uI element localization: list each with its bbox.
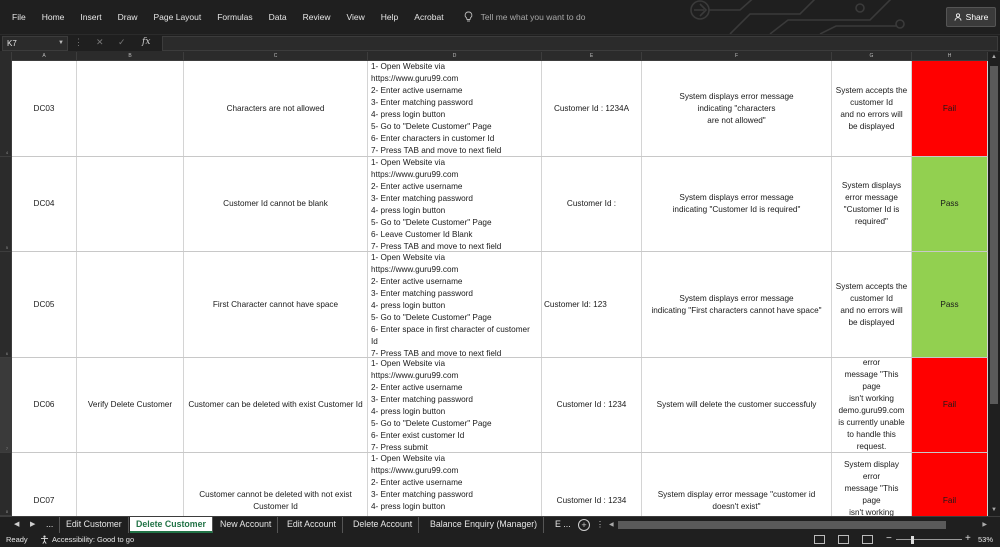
cell-line: message "This page [844,370,899,391]
formula-bar [0,34,1000,52]
vertical-scrollbar[interactable] [988,52,1000,516]
cell-text [836,281,907,329]
cell-line: System display error [843,459,900,481]
prev-sheet-icon[interactable]: ◀ [14,521,20,528]
menu-review[interactable]: Review [302,12,331,22]
cell-line: indicating "First characters cannot have space" [651,305,822,315]
cell-line: be displayed [848,317,895,327]
tab-delete-account[interactable]: Delete Account [347,517,419,533]
cell-line: 1- Open Website via [371,62,446,71]
share-icon [954,13,962,21]
row-header[interactable]: 4 [0,61,12,157]
cell-test-id[interactable] [12,252,77,357]
column-headers [0,52,1000,61]
cell-actual-result[interactable] [832,61,912,156]
cell-line: System displays error message [679,293,794,303]
cell-line: "Customer Id is [843,205,900,214]
cell-status[interactable] [912,252,988,357]
cell-test-steps[interactable] [368,252,542,357]
status-bar [0,533,1000,547]
cell-text: DC07 [33,495,55,505]
cell-text: Customer Id: 123 [544,299,607,309]
cell-line: are not allowed" [707,115,766,125]
cell-test-id[interactable] [12,61,77,156]
cell-line: 7- Press TAB and move to next field [371,242,502,251]
table-row [12,157,988,252]
column-header-e[interactable]: E [542,52,642,61]
accessibility-icon [40,535,49,544]
cell-line: and no errors will [840,109,903,119]
share-label: Share [965,12,989,22]
cell-line: Id [371,337,378,346]
cell-line: 5- Go to "Delete Customer" Page [371,313,492,322]
column-header-h[interactable]: H [912,52,988,61]
cell-test-steps[interactable] [368,453,542,516]
name-box[interactable] [2,36,68,51]
cell-line: 3- Enter matching password [371,194,473,203]
cell-line: 3- Enter matching password [371,395,473,404]
cell-status[interactable] [912,61,988,156]
cell-line: 6- Enter characters in customer Id [371,134,495,143]
cell-test-steps[interactable] [368,157,542,251]
column-header-d[interactable]: D [368,52,542,61]
cell-description[interactable] [184,157,368,251]
menu-data[interactable]: Data [268,12,287,22]
tab-balance-enquiry[interactable]: Balance Enquiry (Manager) [424,517,544,533]
cell-description[interactable] [184,61,368,156]
cell-line: 2- Enter active username [371,383,463,392]
zoom-in-icon[interactable]: + [965,533,971,544]
column-header-b[interactable]: B [77,52,184,61]
next-sheet-icon[interactable]: ▶ [30,521,36,528]
cell-actual-result[interactable] [832,157,912,251]
menu-formulas[interactable]: Formulas [217,12,253,22]
menu-view[interactable]: View [346,12,365,22]
cell-actual-result[interactable] [832,252,912,357]
cell-text: Pass [940,199,959,208]
cell-line: 6- Enter space in first character of customer [371,325,530,334]
cell-line: 4- press login button [371,301,446,310]
zoom-slider-knob[interactable] [911,536,914,544]
name-box-value: K7 [7,39,17,48]
scroll-right-icon[interactable]: ▶ [982,522,987,528]
scroll-left-icon[interactable]: ◀ [609,522,614,528]
tab-more[interactable]: E ... [555,519,571,529]
cell-line: 6- Enter exist customer Id [371,431,465,440]
cell-line: isn't working [849,507,894,516]
cell-scenario[interactable] [77,61,184,156]
cell-line: 5- Go to "Delete Customer" Page [371,122,492,131]
cell-line: 1- Open Website via [371,158,446,167]
table-row [12,252,988,358]
cell-scenario[interactable] [77,358,184,452]
cell-text [835,358,908,452]
cell-text [371,157,501,251]
column-header-g[interactable]: G [832,52,912,61]
zoom-out-icon[interactable]: − [886,533,892,544]
cell-line: to handle this [847,430,896,439]
insert-function-icon[interactable]: fx [142,37,151,47]
cell-line: https://www.guru99.com [371,74,459,83]
tell-me-search[interactable] [464,11,586,23]
cell-text: Customer Id cannot be blank [223,199,328,208]
cell-line: 7- Press TAB and move to next field [371,349,502,357]
cell-text: DC06 [33,400,55,409]
column-header-c[interactable]: C [184,52,368,61]
row-header[interactable]: 6 [0,252,12,358]
cell-text [371,453,473,513]
zoom-level[interactable]: 53% [978,535,994,544]
cell-scenario[interactable] [77,453,184,516]
add-sheet-icon[interactable]: + [578,519,590,531]
cell-text [658,489,816,513]
cell-line: 3- Enter matching password [371,490,473,499]
scroll-thumb[interactable] [618,521,946,529]
spreadsheet-grid [12,61,988,516]
tab-split-handle[interactable]: ⋮ [596,520,604,529]
cell-text [836,85,907,133]
cell-test-steps[interactable] [368,358,542,452]
cell-actual-result[interactable] [832,453,912,516]
cell-text: Customer can be deleted with exist Customer Id [188,400,363,409]
cell-scenario[interactable] [77,252,184,357]
cell-line: System display error message "customer id [657,489,816,499]
cell-text [673,192,801,216]
cell-line: 3- Enter matching password [371,289,473,298]
cell-test-id[interactable] [12,453,77,516]
cell-line: System displays error message [679,193,794,202]
cell-text: Customer cannot be deleted with not exist Customer Id [199,489,352,511]
accessibility-status[interactable] [40,535,134,544]
cell-status[interactable] [912,157,988,251]
cell-text: DC03 [33,103,55,113]
cell-line: message "This page [844,483,899,505]
cell-line: error [862,358,881,367]
cell-line: https://www.guru99.com [371,265,459,274]
scroll-down-icon[interactable]: ▼ [991,507,997,513]
status-ready: Ready [6,535,28,544]
scroll-thumb[interactable] [990,66,998,404]
table-row [12,453,988,516]
cell-description[interactable] [184,252,368,357]
cell-text [842,180,901,228]
cell-text: DC04 [33,199,55,208]
cell-line: 7- Press submit [371,443,428,452]
cell-text: Fail [942,103,957,113]
menu-help[interactable]: Help [380,12,399,22]
cell-text [657,399,817,411]
cell-line: https://www.guru99.com [371,371,459,380]
page-layout-view-icon[interactable] [838,535,849,544]
tab-new-account[interactable]: New Account [214,517,278,533]
cell-text: Fail [942,495,957,505]
cell-line: indicating "Customer Id is required" [672,205,801,214]
cell-line: 2- Enter active username [371,182,463,191]
cell-line: 1- Open Website via [371,454,446,463]
cell-text [651,293,821,317]
check-icon[interactable]: ✓ [118,37,126,47]
sheet-overflow[interactable]: ... [40,517,60,533]
cell-line: indicating "characters [697,103,776,113]
cell-line: 6- Leave Customer Id Blank [371,230,473,239]
scroll-up-icon[interactable]: ▲ [991,54,997,60]
cell-status[interactable] [912,453,988,516]
cell-line: 4- press login button [371,502,446,511]
select-all-corner[interactable] [0,52,12,61]
cell-test-id[interactable] [12,157,77,251]
cell-line: 7- Press TAB and move to next field [371,146,502,155]
cell-line: 2- Enter active username [371,86,463,95]
menu-acrobat[interactable]: Acrobat [414,12,444,22]
cell-line: request. [856,442,887,451]
cell-text: Customer Id : 1234 [556,495,627,505]
more-options-icon[interactable]: ⋮ [74,37,83,47]
cell-expected-result[interactable] [642,157,832,251]
cell-line: 4- press login button [371,206,446,215]
cell-line: 1- Open Website via [371,253,446,262]
menu-file[interactable]: File [12,12,26,22]
cell-line: System displays error message [679,91,794,101]
cell-test-data[interactable] [542,157,642,251]
cell-line: System accepts the [835,281,908,291]
cell-test-data[interactable] [542,61,642,156]
cell-line: be displayed [848,121,895,131]
cell-text: DC05 [33,299,55,309]
cell-test-data[interactable] [542,252,642,357]
cell-line: 1- Open Website via [371,359,446,368]
cell-line: customer Id [850,293,893,303]
cell-line: and no errors will [840,305,903,315]
cell-text [679,91,793,127]
cell-text: First Character cannot have space [212,299,339,309]
cell-description[interactable] [184,453,368,516]
cell-line: 4- press login button [371,110,446,119]
circuit-decoration [670,0,940,34]
cell-line: 2- Enter active username [371,277,463,286]
cell-line: System displays [841,181,902,190]
cell-line: customer Id [850,97,893,107]
lightbulb-icon [464,11,473,23]
cell-text [371,252,530,357]
cell-line: doesn't exist" [712,501,761,511]
row-header[interactable]: 5 [0,157,12,252]
row-header[interactable]: 8 [0,453,12,516]
sheet-tab-bar [0,516,1000,533]
cell-test-id[interactable] [12,358,77,452]
ribbon-menu-bar [0,0,1000,34]
cell-scenario[interactable] [77,157,184,251]
cell-actual-result[interactable] [832,358,912,452]
cell-line: 5- Go to "Delete Customer" Page [371,419,492,428]
cell-text [371,358,492,452]
cell-line: 2- Enter active username [371,478,463,487]
tell-me-placeholder: Tell me what you want to do [480,12,586,22]
accessibility-label: Accessibility: Good to go [52,535,135,544]
cell-expected-result[interactable] [642,453,832,516]
chevron-down-icon[interactable]: ▼ [58,40,64,46]
cell-line: 3- Enter matching password [371,98,473,107]
row-header[interactable]: 7 [0,358,12,453]
cell-text: Characters are not allowed [226,103,325,113]
cell-line: isn't working [849,394,894,403]
cell-line: error message [845,193,898,202]
cell-expected-result[interactable] [642,252,832,357]
cell-test-data[interactable] [542,358,642,452]
cell-text: Customer Id : [566,199,617,208]
menu-page-layout[interactable]: Page Layout [153,12,202,22]
horizontal-scrollbar[interactable] [608,520,988,530]
tab-delete-customer[interactable]: Delete Customer [130,517,213,533]
cell-description[interactable] [184,358,368,452]
cell-line: https://www.guru99.com [371,170,459,179]
column-header-f[interactable]: F [642,52,832,61]
cell-line: System will delete the customer successfuly [656,400,817,409]
cell-line: required" [855,217,888,226]
menu-insert[interactable]: Insert [80,12,102,22]
cell-text: Fail [942,400,957,409]
menu-draw[interactable]: Draw [117,12,138,22]
zoom-slider[interactable] [896,539,962,540]
column-header-a[interactable]: A [12,52,77,61]
cell-line: 5- Go to "Delete Customer" Page [371,218,492,227]
cell-text: Verify Delete Customer [87,400,173,409]
tab-edit-account[interactable]: Edit Account [281,517,343,533]
row-headers [0,61,12,516]
cell-text [371,61,501,156]
page-break-view-icon[interactable] [862,535,873,544]
tab-edit-customer[interactable]: Edit Customer [60,517,129,533]
normal-view-icon[interactable] [814,535,825,544]
cell-test-steps[interactable] [368,61,542,156]
cell-test-data[interactable] [542,453,642,516]
cell-text: Pass [940,299,959,309]
cell-line: demo.guru99.com [838,406,905,415]
share-button[interactable] [946,7,996,27]
cell-text: Customer Id : 1234A [553,103,630,113]
cell-text [835,459,908,517]
cell-expected-result[interactable] [642,358,832,452]
cell-text: Customer Id : 1234 [556,400,627,409]
close-icon[interactable]: ✕ [96,37,104,47]
formula-input[interactable] [162,36,998,51]
table-row [12,358,988,453]
cell-line: 4- press login button [371,407,446,416]
menu-home[interactable]: Home [41,12,65,22]
cell-status[interactable] [912,358,988,452]
cell-line: System accepts the [835,85,908,95]
table-row [12,61,988,157]
cell-line: is currently unable [838,418,905,427]
cell-line: https://www.guru99.com [371,466,459,475]
cell-expected-result[interactable] [642,61,832,156]
